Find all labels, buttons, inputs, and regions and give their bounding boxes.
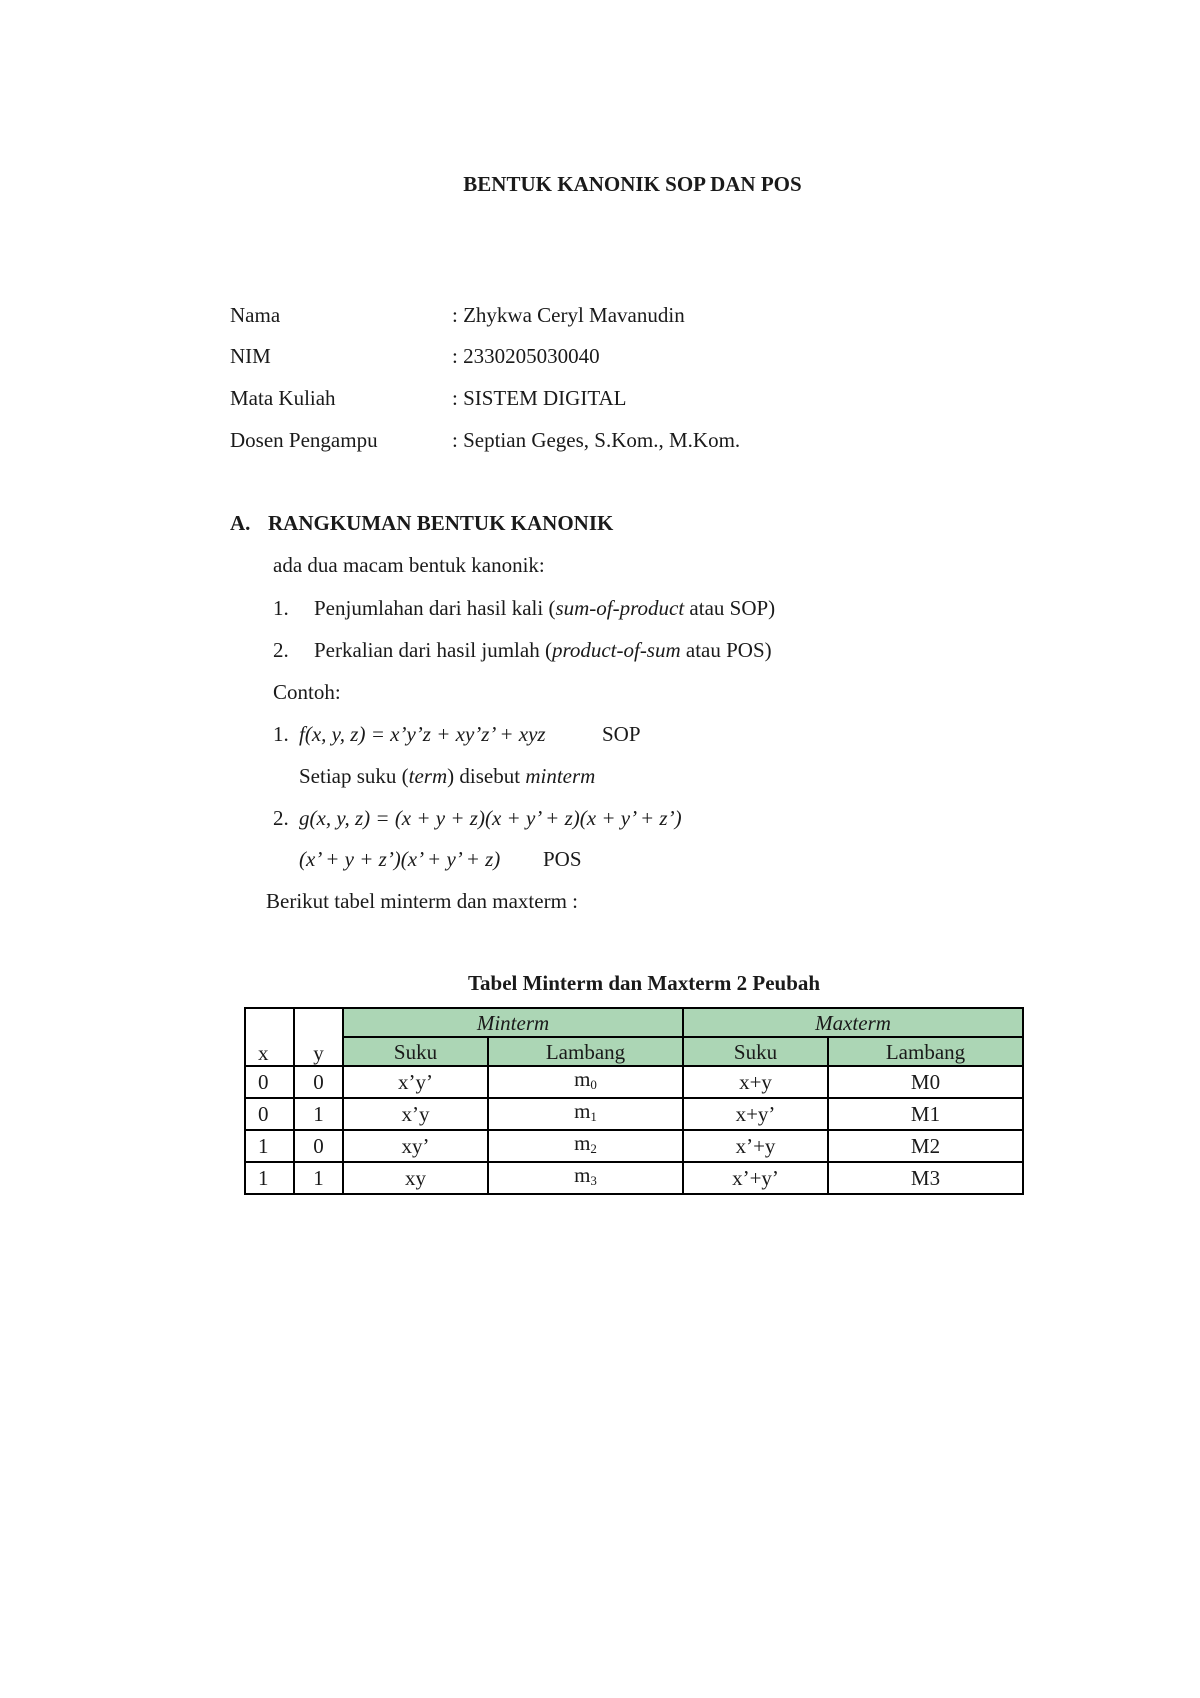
contoh-label: Contoh:: [273, 680, 341, 704]
cell-minterm-lambang: $m_3$: [488, 1162, 683, 1194]
example-2-formula-line-2: (x’ + y + z’)(x’ + y’ + z): [299, 847, 501, 871]
info-label-mata-kuliah: Mata Kuliah: [230, 386, 336, 410]
info-value-mata-kuliah: : SISTEM DIGITAL: [452, 386, 627, 410]
cell-minterm-suku: xy’: [343, 1130, 488, 1162]
cell-x: 1: [245, 1162, 294, 1194]
table-header-row-2: [245, 1037, 1023, 1066]
cell-maxterm-suku: x+y’: [683, 1098, 828, 1130]
header-y: y: [294, 1008, 343, 1066]
cell-maxterm-suku: x’+y: [683, 1130, 828, 1162]
cell-y: 0: [294, 1066, 343, 1098]
header-minterm-group: Minterm: [343, 1008, 683, 1037]
header-x: x: [245, 1008, 294, 1066]
example-1-formula: f(x, y, z) = x’y’z + xy’z’ + xyz: [299, 722, 546, 746]
info-label-dosen: Dosen Pengampu: [230, 428, 378, 452]
document-title: BENTUK KANONIK SOP DAN POS: [463, 172, 802, 196]
list-item-2-number: 2.: [273, 638, 289, 662]
header-maxterm-group: Maxterm: [683, 1008, 1023, 1037]
example-2-tag: POS: [543, 847, 582, 871]
section-a-intro: ada dua macam bentuk kanonik:: [273, 553, 545, 577]
example-1-number: 1.: [273, 722, 289, 746]
cell-maxterm-suku: x+y: [683, 1066, 828, 1098]
table-header-row-1: [245, 1008, 1023, 1037]
example-2-number: 2.: [273, 806, 289, 830]
table-row: [245, 1130, 1023, 1162]
cell-minterm-lambang: $m_1$: [488, 1098, 683, 1130]
cell-x: 1: [245, 1130, 294, 1162]
cell-maxterm-lambang: M0: [828, 1066, 1023, 1098]
cell-minterm-suku: x’y’: [343, 1066, 488, 1098]
header-minterm-suku: Suku: [343, 1037, 488, 1066]
cell-x: 0: [245, 1066, 294, 1098]
info-value-nim: : 2330205030040: [452, 344, 600, 368]
closing-text: Berikut tabel minterm dan maxterm :: [266, 889, 578, 913]
minterm-maxterm-table: [244, 1007, 1024, 1195]
cell-maxterm-lambang: M1: [828, 1098, 1023, 1130]
section-a-heading: RANGKUMAN BENTUK KANONIK: [268, 511, 614, 535]
info-label-nim: NIM: [230, 344, 271, 368]
list-item-1-number: 1.: [273, 596, 289, 620]
example-1-note: Setiap suku (term) disebut minterm: [299, 764, 596, 788]
cell-maxterm-suku: x’+y’: [683, 1162, 828, 1194]
cell-minterm-suku: xy: [343, 1162, 488, 1194]
header-minterm-lambang: Lambang: [488, 1037, 683, 1066]
list-item-1-text: Penjumlahan dari hasil kali (sum-of-product atau SOP): [314, 596, 776, 620]
table-row: [245, 1162, 1023, 1194]
table-caption: Tabel Minterm dan Maxterm 2 Peubah: [467, 971, 821, 995]
header-maxterm-suku: Suku: [683, 1037, 828, 1066]
cell-minterm-suku: x’y: [343, 1098, 488, 1130]
cell-y: 1: [294, 1162, 343, 1194]
table-row: [245, 1098, 1023, 1130]
table-row: [245, 1066, 1023, 1098]
info-value-nama: : Zhykwa Ceryl Mavanudin: [452, 303, 685, 327]
cell-maxterm-lambang: M2: [828, 1130, 1023, 1162]
cell-minterm-lambang: $m_2$: [488, 1130, 683, 1162]
section-a-letter: A.: [230, 511, 251, 535]
example-1-tag: SOP: [602, 722, 641, 746]
cell-x: 0: [245, 1098, 294, 1130]
header-maxterm-lambang: Lambang: [828, 1037, 1023, 1066]
info-label-nama: Nama: [230, 303, 281, 327]
example-2-formula-line-1: g(x, y, z) = (x + y + z)(x + y’ + z)(x + y’ + z’): [299, 806, 682, 830]
info-value-dosen: : Septian Geges, S.Kom., M.Kom.: [452, 428, 741, 452]
list-item-2-text: Perkalian dari hasil jumlah (product-of-sum atau POS): [314, 638, 772, 662]
cell-y: 1: [294, 1098, 343, 1130]
cell-minterm-lambang: $m_0$: [488, 1066, 683, 1098]
cell-y: 0: [294, 1130, 343, 1162]
cell-maxterm-lambang: M3: [828, 1162, 1023, 1194]
